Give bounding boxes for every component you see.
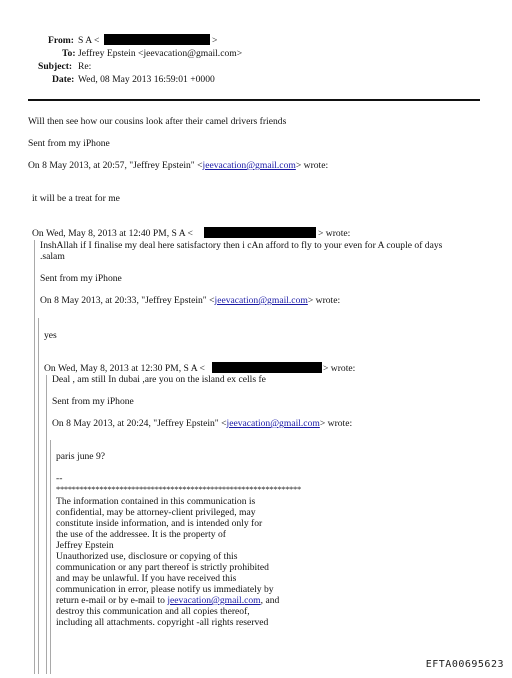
attribution-text: On 8 May 2013, at 20:33, "Jeffrey Epstein" < [40, 295, 215, 306]
disclaimer-line: communication or any part thereof is strictly prohibited [56, 562, 269, 573]
quote-bar [46, 375, 47, 674]
disclaimer-line: the use of the addressee. It is the property of [56, 529, 226, 540]
disclaimer [56, 496, 279, 628]
reply-attribution [28, 160, 328, 171]
quoted-text: it will be a treat for me [32, 193, 120, 204]
attribution-close: > wrote: [323, 363, 356, 374]
disclaimer-line: and may be unlawful. If you have received this [56, 573, 237, 584]
disclaimer-line [56, 595, 279, 606]
quote-attribution [44, 363, 205, 374]
sent-from-iphone: Sent from my iPhone [28, 138, 110, 149]
disclaimer-line: The information contained in this communication is [56, 496, 256, 507]
disclaimer-line: Jeffrey Epstein [56, 540, 114, 551]
attribution-text: On Wed, May 8, 2013 at 12:30 PM, S A < [44, 363, 205, 374]
quote-bar [34, 240, 35, 674]
subject-label: Subject: [38, 61, 73, 72]
email-link[interactable]: jeevacation@gmail.com [214, 295, 308, 306]
reply-attribution [52, 418, 352, 429]
quoted-text: InshAllah if I finalise my deal here satisfactory then i cAn afford to fly to your even for A couple of days [40, 240, 443, 251]
disclaimer-line: constitute inside information, and is intended only for [56, 518, 263, 529]
header-divider [28, 99, 480, 101]
attribution-text: > wrote: [307, 295, 341, 306]
disclaimer-line: destroy this communication and all copies thereof, [56, 606, 250, 617]
redaction-quote4 [212, 362, 322, 373]
attribution-close: > wrote: [318, 228, 351, 239]
attribution-text: > wrote: [319, 418, 353, 429]
email-link[interactable]: jeevacation@gmail.com [167, 595, 261, 606]
quote-bar [50, 440, 51, 674]
from-close: > [212, 35, 218, 46]
disclaimer-line: including all attachments. copyright -all rights reserved [56, 617, 269, 628]
to-label: To: [62, 48, 76, 59]
disclaimer-text: return e-mail or by e-mail to [56, 595, 168, 606]
date-value: Wed, 08 May 2013 16:59:01 +0000 [78, 74, 215, 85]
attribution-text: On 8 May 2013, at 20:57, "Jeffrey Epstein" < [28, 160, 203, 171]
email-link[interactable]: jeevacation@gmail.com [202, 160, 296, 171]
attribution-text: On 8 May 2013, at 20:24, "Jeffrey Epstein" < [52, 418, 227, 429]
sent-from-iphone: Sent from my iPhone [40, 273, 122, 284]
quote-attribution [32, 228, 193, 239]
attribution-text: On Wed, May 8, 2013 at 12:40 PM, S A < [32, 228, 193, 239]
bates-number: EFTA00695623 [425, 659, 504, 670]
signature-dash: -- [56, 473, 63, 484]
message-line: Will then see how our cousins look after their camel drivers friends [28, 116, 287, 127]
subject-value: Re: [78, 61, 92, 72]
disclaimer-line: Unauthorized use, disclosure or copying of this [56, 551, 238, 562]
redaction-from [104, 34, 210, 45]
sent-from-iphone: Sent from my iPhone [52, 396, 134, 407]
quoted-text: yes [44, 330, 57, 341]
quoted-text: paris june 9? [56, 451, 106, 462]
to-value: Jeffrey Epstein <jeevacation@gmail.com> [78, 48, 243, 59]
disclaimer-text: , and [260, 595, 280, 606]
from-label: From: [48, 35, 74, 46]
attribution-text: > wrote: [295, 160, 329, 171]
redaction-quote2 [204, 227, 316, 238]
disclaimer-line: communication in error, please notify us immediately by [56, 584, 274, 595]
from-value: S A < [78, 35, 100, 46]
signature-stars: ************************************************************** [56, 484, 301, 494]
quote-bar [38, 318, 39, 674]
disclaimer-line: confidential, may be attorney-client privileged, may [56, 507, 256, 518]
reply-attribution [40, 295, 340, 306]
quoted-text: .salam [40, 251, 65, 262]
email-link[interactable]: jeevacation@gmail.com [226, 418, 320, 429]
quoted-text: Deal , am still In dubai ,are you on the island ex cells fe [52, 374, 266, 385]
date-label: Date: [52, 74, 75, 85]
